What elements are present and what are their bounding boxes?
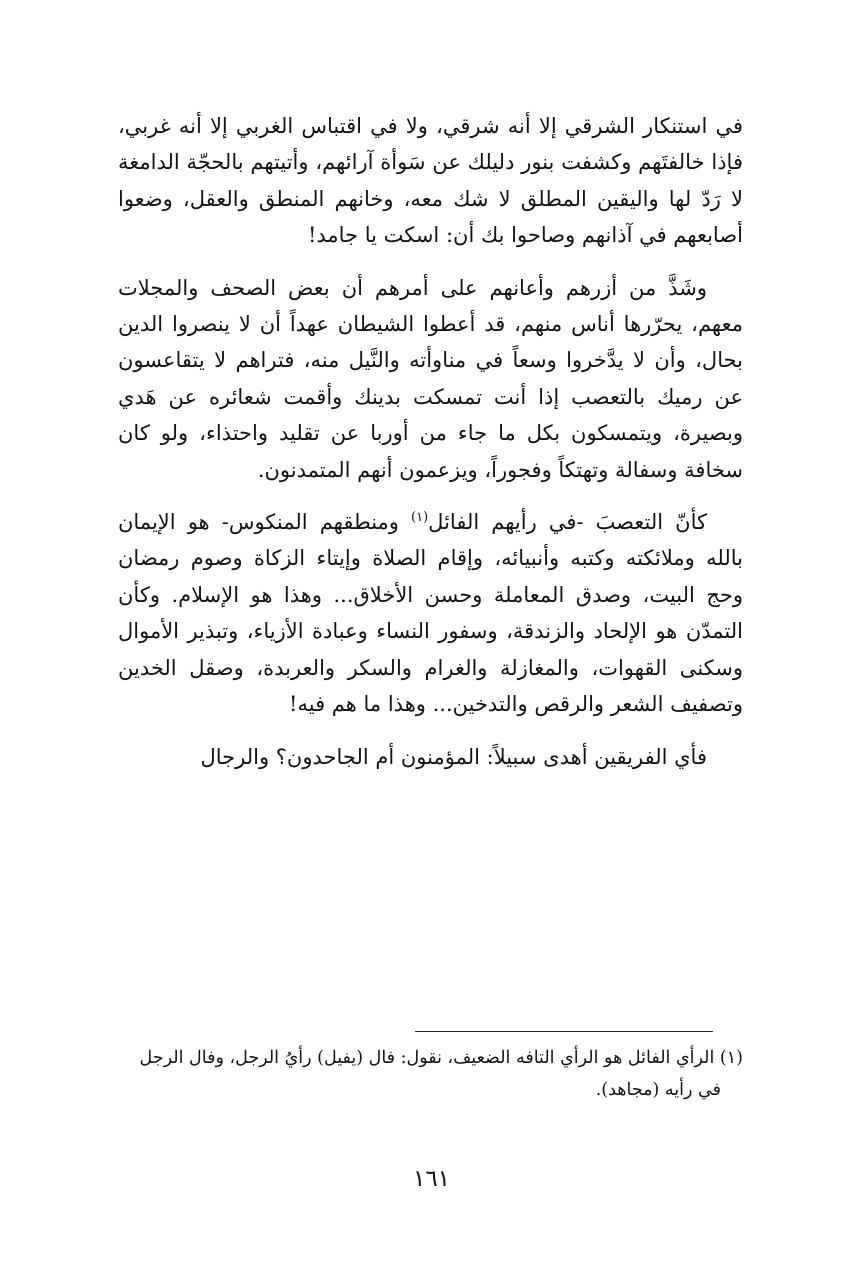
paragraph-3-start: كأنّ التعصبَ -في رأيهم الفائل [428,510,708,535]
footnote-reference: (١) [411,510,429,526]
footnote: (١) الرأي الفائل هو الرأي التافه الضعيف، نقول: فال (يفيل) رأيُ الرجل، وفال الرجل في رأيه (مجاهد). [139,1048,743,1100]
paragraph-3-rest: ومنطقهم المنكوس- هو الإيمان بالله وملائكته وكتبه وأنبيائه، وإقام الصلاة وإيتاء الزكاة وصوم رمضان وحج البيت، وصدق المعاملة وحسن الأخلاق... وهذا هو الإسلام. وكأن التمدّن هو الإلحاد والزندقة، وسفور النساء وعبادة الأزياء، وتبذير الأموال وسكنى القهوات، والمغازلة والغرام والسكر والعربدة، وصقل الخدين وتصفيف الشعر والرقص والتدخين... وهذا ما هم فيه! [118,510,744,717]
page-body [118,108,743,775]
paragraph-4: فأي الفريقين أهدى سبيلاً: المؤمنون أم الجاحدون؟ والرجال [200,744,707,769]
footnote-divider [415,1031,713,1032]
page-number: ١٦١ [412,1166,451,1192]
paragraph-1: في استنكار الشرقي إلا أنه شرقي، ولا في اقتباس الغربي إلا أنه غربي، فإذا خالفتَهم وكشفت بنور دليلك عن سَوأة آرائهم، وأتيتهم بالحجّة الدامغة لا رَدّ لها واليقين المطلق لا شك معه، وخانهم المنطق والعقل، وضعوا أصابعهم في آذانهم وصاحوا بك أن: اسكت يا جامد! [118,114,743,248]
paragraph-2: وشَذَّ من أزرهم وأعانهم على أمرهم أن بعض الصحف والمجلات معهم، يحرّرها أناس منهم، قد أعطوا الشيطان عهداً أن لا ينصروا الدين بحال، وأن لا يدَّخروا وسعاً في مناوأته والنَّيل منه، فتراهم لا يتقاعسون عن رميك بالتعصب إذا أنت تمسكت بدينك وأقمت شعائره عن هَدي وبصيرة، ويتمسكون بكل ما جاء من أوربا عن تقليد واحتذاء، ولو كان سخافة وسفالة وتهتكاً وفجوراً، ويزعمون أنهم المتمدنون. [118,275,743,482]
paragraph-3 [118,504,743,722]
